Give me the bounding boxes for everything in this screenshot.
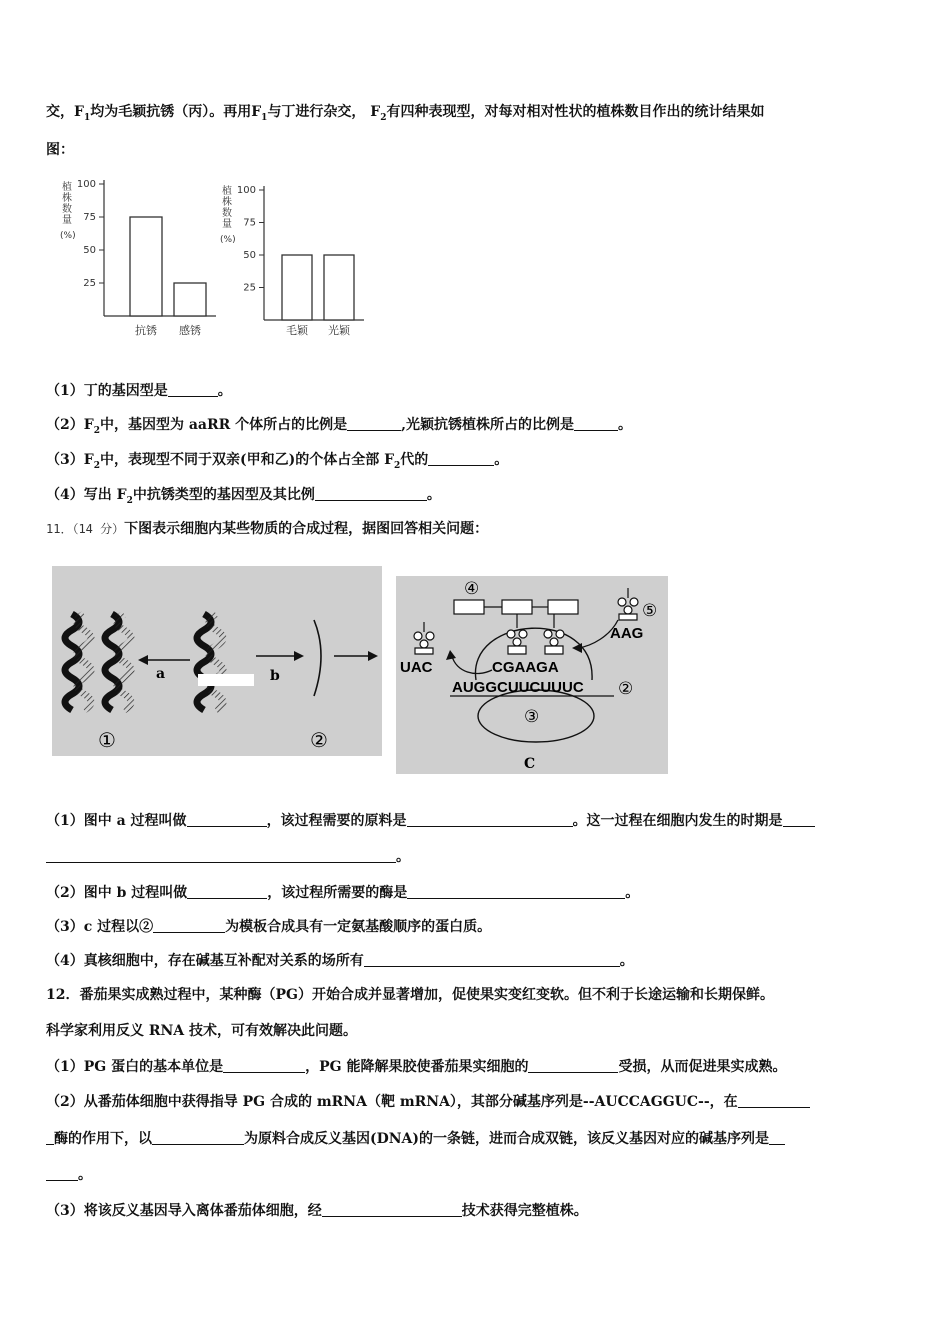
answer-blank[interactable] [223,1058,305,1073]
subscript: 2 [394,460,401,471]
q10-q2 [46,416,632,440]
label-aag: AAG [610,625,644,642]
y-tick-label: 25 [243,282,256,294]
q12-q2-line1 [46,1093,810,1111]
q-text: 。 [396,849,410,865]
label-mrna-sequence: AUGGCUUCUUUC [452,679,584,696]
bar [130,217,162,316]
answer-blank[interactable] [187,812,267,827]
q12-q2-line3 [46,1166,92,1184]
q-text: ，该过程需要的原料是 [266,813,407,829]
label-c: C [524,756,536,772]
y-tick-label: 100 [236,185,256,196]
q-text: （4）真核细胞中，存在碱基互补配对关系的场所有 [46,953,364,969]
q-text: ，该过程所需要的酶是 [267,885,408,901]
arrow-a-head [138,655,148,665]
q12-q1 [46,1058,786,1076]
answer-blank[interactable] [322,1202,462,1217]
q-text: （1）PG 蛋白的基本单位是 [46,1059,224,1075]
q-text: （3）c 过程以② [46,919,154,935]
q-text: 受损，从而促进果实成熟。 [618,1059,787,1075]
subscript: 1 [83,112,91,123]
q12-line2: 科学家利用反义 RNA 技术，可有效解决此问题。 [46,1023,358,1039]
q11-q3 [46,918,491,936]
blank-patch [198,674,254,686]
answer-blank[interactable] [769,1130,785,1145]
intro-text: 交，F [46,104,84,120]
figure-dna-replication [52,566,382,756]
y-tick-label: 75 [83,212,96,223]
dna-helix-3 [197,614,223,710]
bar [282,255,312,320]
figure-translation [396,576,668,774]
bar-chart-glume [218,180,378,346]
y-axis-label: 量 [62,215,72,226]
bar-chart-rust [58,176,228,346]
intro-line-2: 图： [46,142,74,158]
y-tick-label: 100 [76,179,96,190]
trna-leaving [414,622,434,654]
answer-blank[interactable] [574,416,618,431]
q-text: ，PG 能降解果胶使番茄果实细胞的 [305,1059,529,1075]
subscript: 1 [261,112,268,123]
q-text: 技术获得完整植株。 [461,1203,588,1219]
q-text: 。这一过程在细胞内发生的时期是 [572,813,783,829]
amino-acid-box [502,600,532,614]
x-tick-label: 毛颖 [286,324,308,337]
q-text: （3）F [46,452,94,468]
answer-blank[interactable] [407,884,625,899]
label-num-3: ③ [524,707,540,727]
answer-blank[interactable] [428,451,494,466]
intro-text: 与丁进行杂交， F [267,104,381,120]
trna-in-ribosome-1 [507,614,527,654]
answer-blank[interactable] [315,486,427,501]
q-text: 。 [625,885,640,901]
answer-blank[interactable] [46,848,396,863]
y-axis-label: 株 [62,193,72,204]
label-anticodons: CGAAGA [492,659,559,676]
label-num-2: ② [618,679,634,699]
y-axis-label: 植 [62,182,72,193]
q-text: （1）图中 a 过程叫做 [46,813,187,829]
label-a: a [156,666,166,682]
q11-q4 [46,952,634,970]
y-tick-label: 75 [243,217,256,229]
q11-q1-line1 [46,812,815,830]
q-text: 酶的作用下，以 [54,1131,152,1147]
trna-entering [618,588,638,620]
label-uac: UAC [400,659,433,676]
answer-blank[interactable] [783,812,815,827]
x-tick-label: 抗锈 [135,324,157,337]
intro-line-1 [46,103,765,127]
bar [174,283,206,316]
x-tick-label: 感锈 [179,324,201,337]
label-b: b [270,668,280,684]
answer-blank[interactable] [738,1093,810,1108]
q-text: （4）写出 F [46,487,127,503]
q-text: 为原料合成反义基因(DNA)的一条链，进而合成双链，该反义基因对应的碱基序列是 [244,1131,770,1147]
q-text: （2）F [46,417,94,433]
q10-q3 [46,451,508,475]
y-axis-label: 植 [222,186,232,197]
answer-blank[interactable] [46,1130,54,1145]
bar [324,255,354,320]
amino-acid-box [548,600,578,614]
answer-blank[interactable] [347,416,401,431]
y-axis-label: 株 [222,197,232,208]
arrow-b-head [294,651,304,661]
y-axis-unit: (%) [220,235,236,245]
mrna-strand [314,620,321,696]
q-text: 。 [426,487,441,503]
answer-blank[interactable] [407,812,573,827]
q10-q4 [46,486,441,510]
label-num-5: ⑤ [642,601,658,621]
q-text: （2）从番茄体细胞中获得指导 PG 合成的 mRNA（靶 mRNA），其部分碱基序列是--AUCCAGGUC--，在 [46,1094,738,1110]
y-axis-label: 数 [222,208,232,219]
subscript: 2 [93,425,100,436]
q-text: 中，表现型不同于双亲(甲和乙)的个体占全部 F [99,452,395,468]
subscript: 2 [380,112,387,123]
q-text: 中，基因型为 aaRR 个体所占的比例是 [99,417,348,433]
q11-q2 [46,884,639,902]
intro-text: 有四种表现型，对每对相对性状的植株数目作出的统计结果如 [386,104,765,120]
q12-q3 [46,1202,588,1220]
exit-arrow [452,656,492,674]
q12-q2-line2 [46,1130,785,1148]
answer-blank[interactable] [187,884,267,899]
exit-arrow-head [446,650,456,660]
y-axis-label: 数 [62,204,72,215]
answer-blank[interactable] [528,1058,618,1073]
q-text: 。 [494,452,509,468]
trna-in-ribosome-2 [544,614,564,654]
q-text: 。 [619,953,634,969]
q-text: （2）图中 b 过程叫做 [46,885,188,901]
label-num-4: ④ [464,579,480,599]
dna-helix-1 [65,614,91,710]
subscript: 2 [126,495,133,506]
y-axis-unit: (%) [60,231,76,241]
q-text: 。 [618,417,632,433]
dna-helix-2 [105,614,131,710]
q11-q1-line2 [46,848,410,866]
y-tick-label: 50 [243,250,256,261]
y-axis-label: 量 [222,219,232,230]
q-text: （1）丁的基因型是 [46,383,168,399]
label-num-1: ① [98,728,116,752]
q-text: （3）将该反义基因导入离体番茄体细胞，经 [46,1203,322,1219]
answer-blank[interactable] [46,1166,78,1181]
answer-blank[interactable] [364,952,620,967]
answer-blank[interactable] [152,1130,244,1145]
question-number: 11．（14 分） [46,522,125,536]
q10-q1 [46,382,232,400]
label-num-2: ② [310,728,328,752]
y-tick-label: 25 [83,278,96,289]
q12-line1: 12．番茄果实成熟过程中，某种酶（PG）开始合成并显著增加，促使果实变红变软。但不利于长途运输和长期保鲜。 [46,987,774,1003]
question-title: 下图表示细胞内某些物质的合成过程，据图回答相关问题： [124,521,489,537]
arrow-c-head [368,651,378,661]
q-text: 代的 [400,452,429,468]
q-text: 中抗锈类型的基因型及其比例 [132,487,315,503]
helix-diagram [52,566,382,756]
subscript: 2 [93,460,100,471]
y-tick-label: 50 [83,245,96,256]
translation-diagram [396,576,668,774]
answer-blank[interactable] [168,382,218,397]
q-text: 为模板合成具有一定氨基酸顺序的蛋白质。 [225,919,492,935]
amino-acid-box [454,600,484,614]
q11-title [46,520,488,538]
enter-arrow-head [572,643,582,653]
x-tick-label: 光颖 [328,324,350,337]
intro-text: 均为毛颖抗锈（丙）。再用F [90,104,262,120]
q-text: ,光颖抗锈植株所占的比例是 [401,417,574,433]
answer-blank[interactable] [153,918,225,933]
q-text: 。 [78,1167,92,1183]
q-text: 。 [217,383,232,399]
